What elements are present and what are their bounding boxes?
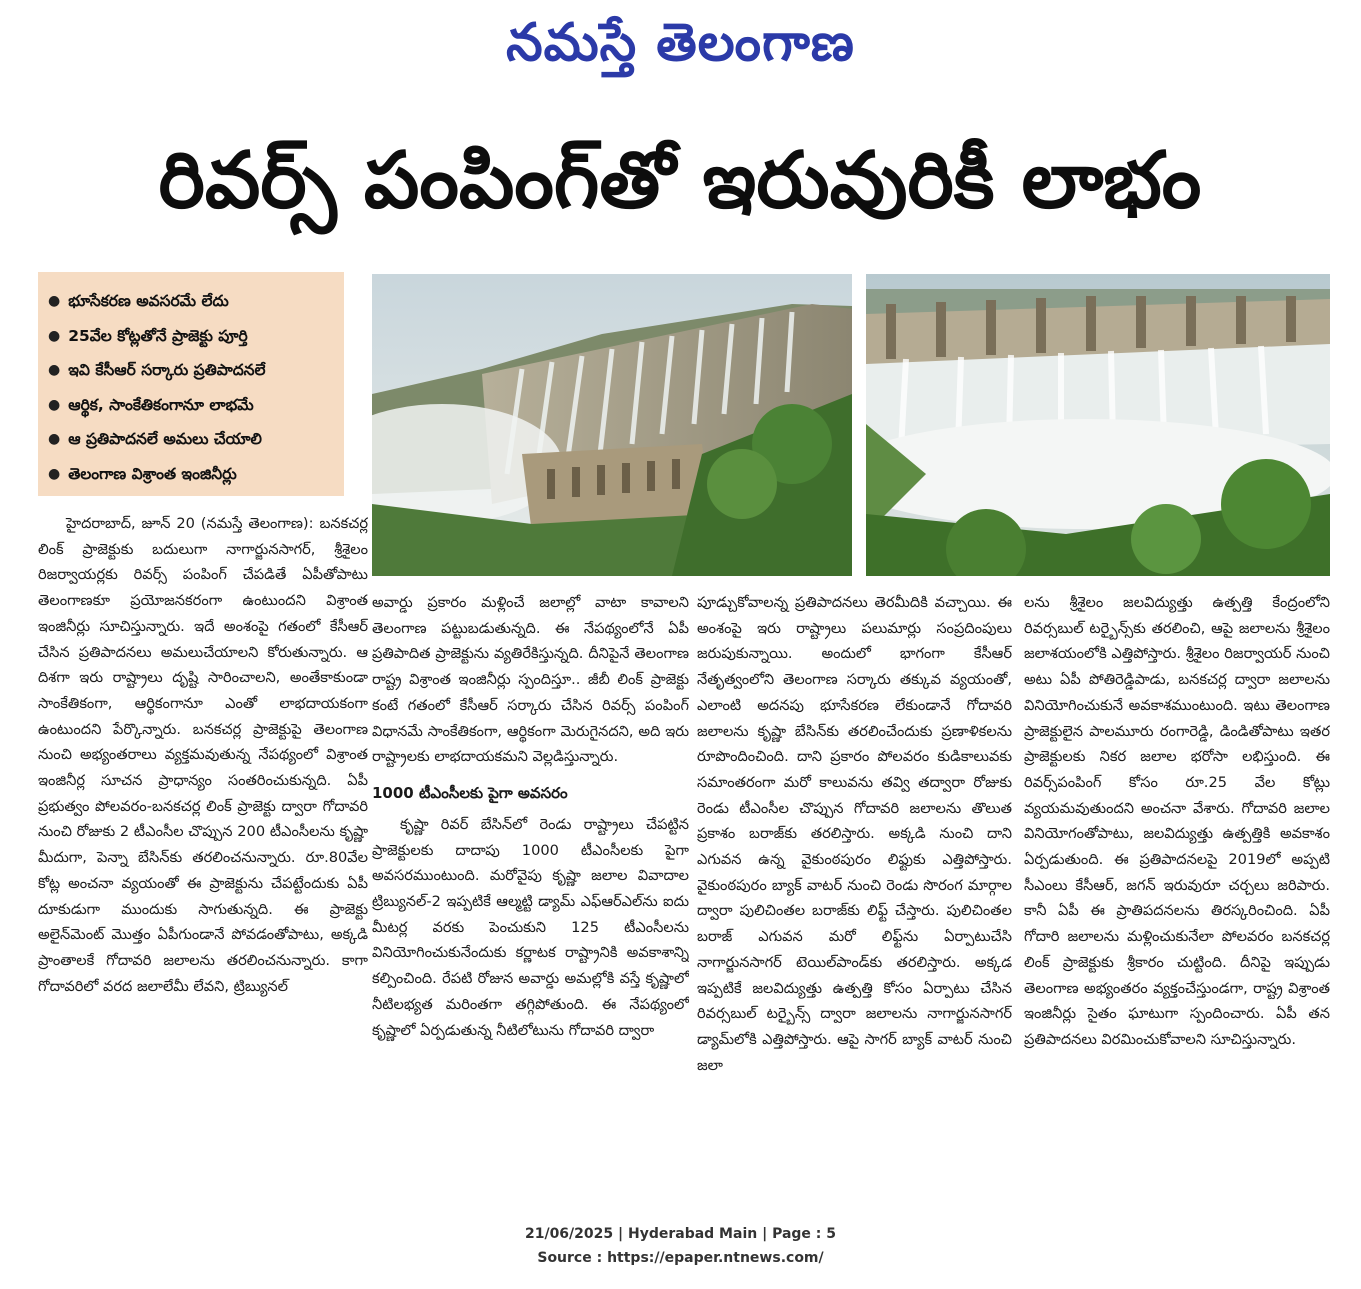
- page-footer-date: 21/06/2025 | Hyderabad Main | Page : 5: [524, 1226, 837, 1242]
- article-column-2: [372, 590, 689, 1205]
- article-headline: రివర్స్ పంపింగ్‌తో ఇరువురికీ లాభం: [158, 136, 1202, 226]
- article-paragraph: హైదరాబాద్, జూన్ 20 (నమస్తే తెలంగాణ): బనకచర్ల లింక్ ప్రాజెక్టుకు బదులుగా నాగార్జునసాగర్, శ్రీశైలం రిజర్వాయర్లకు రివర్స్ పంపింగ్ చేపడితే ఏపీతోపాటు తెలంగాణకూ ప్రయోజనకరంగా ఉంటుందని విశ్రాంత ఇంజినీర్లు సూచిస్తున్నారు. ఇదే అంశంపై గతంలో కేసీఆర్ చేసిన ప్రతిపాదనలు అమలుచేయాలని కోరుతున్నారు. ఆ దిశగా ఇరు రాష్ట్రాలు దృష్టి సారించాలని, అంతేకాకుండా సాంకేతికంగా, ఆర్థికంగానూ ఎంతో లాభదాయకంగా ఉంటుందని పేర్కొన్నారు. బనకచర్ల ప్రాజెక్టుపై తెలంగాణ నుంచి అభ్యంతరాలు వ్యక్తమవుతున్న నేపథ్యంలో విశ్రాంత ఇంజినీర్ల సూచన ప్రాధాన్యం సంతరించుకున్నది. ఏపీ ప్రభుత్వం పోలవరం-బనకచర్ల లింక్ ప్రాజెక్టు ద్వారా గోదావరి నుంచి రోజుకు 2 టీఎంసీల చొప్పున 200 టీఎంసీలను కృష్ణా మీదుగా, పెన్నా బేసిన్‌కు తరలించనున్నారు. రూ.80వేల కోట్ల అంచనా వ్యయంతో ఈ ప్రాజెక్టును చేపట్టేందుకు ఏపీ దూకుడుగా ముందుకు సాగుతున్నది. ఈ ప్రాజెక్టు అలైన్‌మెంట్ మొత్తం ఏపీగుండానే పోవడంతోపాటు, అక్కడి ప్రాంతాలకే గోదావరి జలాలను తరలించనున్నారు. కాగా గోదావరిలో వరద జలాలేమీ లేవని, ట్రిబ్యునల్: [38, 515, 368, 995]
- highlight-item: ● భూసేకరణ అవసరమే లేదు: [48, 284, 336, 319]
- dam-photo-left: [372, 274, 852, 576]
- article-column-4: [1024, 590, 1330, 1205]
- article-column-3: [697, 590, 1012, 1205]
- bullet-icon: ●: [48, 293, 61, 309]
- bullet-icon: ●: [48, 396, 61, 413]
- bullet-icon: ●: [48, 362, 61, 378]
- article-column-1: [38, 511, 368, 1206]
- bullet-icon: ●: [48, 465, 61, 482]
- page-footer-source: Source : https://epaper.ntnews.com/: [537, 1250, 824, 1266]
- section-subheading: 1000 టీఎంసీలకు పైగా అవసరం: [372, 783, 568, 802]
- article-paragraph: అవార్డు ప్రకారం మళ్లించే జలాల్లో వాటా కావాలని తెలంగాణ పట్టుబడుతున్నది. ఈ నేపథ్యంలోనే ఏపీ ప్రతిపాదిత ప్రాజెక్టును వ్యతిరేకిస్తున్నది. దీనిపైనే తెలంగాణ రాష్ట్ర విశ్రాంత ఇంజినీర్లు స్పందిస్తూ.. జీబీ లింక్ ప్రాజెక్టు కంటే గతంలో కేసీఆర్ సర్కారు చేసిన రివర్స్ పంపింగ్ విధానమే సాంకేతికంగా, ఆర్థికంగా మెరుగైనదని, అది ఇరు రాష్ట్రాలకు లాభదాయకమని వెల్లడిస్తున్నారు.: [372, 594, 689, 766]
- article-paragraph: కృష్ణా రివర్ బేసిన్‌లో రెండు రాష్ట్రాలు చేపట్టిన ప్రాజెక్టులకు దాదాపు 1000 టీఎంసీలకు పైగా అవసరముంటుంది. మరోవైపు కృష్ణా జలాల వివాదాల ట్రిబ్యునల్-2 ఇప్పటికే ఆల్మట్టి డ్యామ్ ఎఫ్ఆర్ఎల్‌ను ఐదు మీటర్ల వరకు పెంచుకుని 125 టీఎంసీలను వినియోగించుకునేందుకు కర్ణాటక రాష్ట్రానికి అవకాశాన్ని కల్పించింది. రేపటి రోజున అవార్డు అమల్లోకి వస్తే కృష్ణాలో నీటిలభ్యత మరింతగా తగ్గిపోతుంది. ఈ నేపథ్యంలో కృష్ణాలో ఏర్పడుతున్న నీటిలోటును గోదావరి ద్వారా: [372, 815, 689, 1039]
- bullet-icon: ●: [48, 327, 61, 344]
- highlight-item: ● ఇవి కేసీఆర్ సర్కారు ప్రతిపాదనలే: [48, 353, 336, 388]
- dam-photo-right: [866, 274, 1330, 576]
- highlight-item: ● ఆ ప్రతిపాదనలే అమలు చేయాలి: [48, 422, 336, 457]
- highlight-item: ● 25వేల కోట్లతోనే ప్రాజెక్టు పూర్తి: [48, 319, 336, 354]
- highlight-item: ● తెలంగాణ విశ్రాంత ఇంజినీర్లు: [48, 457, 336, 492]
- article-paragraph: లను శ్రీశైలం జలవిద్యుత్తు ఉత్పత్తి కేంద్రంలోని రివర్సబుల్ టర్బైన్స్‌కు తరలించి, ఆపై జలాలను శ్రీశైలం జలాశయంలోకి ఎత్తిపోస్తారు. శ్రీశైలం రిజర్వాయర్ నుంచి అటు ఏపీ పోతిరెడ్డిపాడు, బనకచర్ల ద్వారా జలాలను వినియోగించుకునే అవకాశముంటుంది. ఇటు తెలంగాణ ప్రాజెక్టులైన పాలమూరు రంగారెడ్డి, డిండితోపాటు ఇతర ప్రాజెక్టులకు నికర జలాల భరోసా లభిస్తుంది. ఈ రివర్స్‌పంపింగ్ కోసం రూ.25 వేల కోట్లు వ్యయమవుతుందని అంచనా వేశారు. గోదావరి జలాల వినియోగంతోపాటు, జలవిద్యుత్తు ఉత్పత్తికి అవకాశం ఏర్పడుతుంది. ఈ ప్రతిపాదనలపై 2019లో అప్పటి సీఎంలు కేసీఆర్, జగన్ ఇరువురూ చర్చలు జరిపారు. కానీ ఏపీ ఈ ప్రాతిపదనలను తిరస్కరించింది. ఏపీ గోదారి జలాలను మళ్లించుకునేలా పోలవరం బనకచర్ల లింక్ ప్రాజెక్టుకు శ్రీకారం చుట్టింది. దీనిపై ఇప్పుడు తెలంగాణ అభ్యంతరం వ్యక్తంచేస్తుండగా, రాష్ట్ర విశ్రాంత ఇంజినీర్లు సైతం ఘాటుగా స్పందించారు. ఏపీ తన ప్రతిపాదనలు విరమించుకోవాలని సూచిస్తున్నారు.: [1024, 594, 1330, 1048]
- highlights-box: [38, 272, 344, 496]
- article-paragraph: పూడ్చుకోవాలన్న ప్రతిపాదనలు తెరమీదికి వచ్చాయి. ఈ అంశంపై ఇరు రాష్ట్రాలు పలుమార్లు సంప్రదింపులు జరుపుకున్నాయి. అందులో భాగంగా కేసీఆర్ నేతృత్వంలోని తెలంగాణ సర్కారు తక్కువ వ్యయంతో, ఎలాంటి అదనపు భూసేకరణ లేకుండానే గోదావరి జలాలను కృష్ణా బేసిన్‌కు తరలించేందుకు ప్రణాళికలను రూపొందించింది. దాని ప్రకారం పోలవరం కుడికాలువకు సమాంతరంగా మరో కాలువను తవ్వి తద్వారా రోజుకు రెండు టీఎంసీల చొప్పున గోదావరి జలాలను తొలుత ప్రకాశం బరాజ్‌కు తరలిస్తారు. అక్కడి నుంచి దాని ఎగువన ఉన్న వైకుంఠపురం లిఫ్టుకు ఎత్తిపోస్తారు. వైకుంఠపురం బ్యాక్ వాటర్ నుంచి రెండు సొరంగ మార్గాల ద్వారా పులిచింతల బరాజ్‌కు లిఫ్ట్ చేస్తారు. పులిచింతల బరాజ్ ఎగువన మరో లిఫ్ట్‌ను ఏర్పాటుచేసి నాగార్జునసాగర్ టెయిల్‌పాండ్‌కు తరలిస్తారు. అక్కడ ఇప్పటికే జలవిద్యుత్తు ఉత్పత్తి కోసం ఏర్పాటు చేసిన రివర్సబుల్ టర్బైన్స్ ద్వారా జలాలను నాగార్జునసాగర్ డ్యామ్‌లోకి ఎత్తిపోస్తారు. ఆపై సాగర్ బ్యాక్ వాటర్ నుంచి జలా: [697, 594, 1012, 1074]
- bullet-icon: ●: [48, 431, 61, 447]
- highlight-item: ● ఆర్థిక, సాంకేతికంగానూ లాభమే: [48, 388, 336, 423]
- newspaper-masthead: నమస్తే తెలంగాణ: [506, 12, 855, 73]
